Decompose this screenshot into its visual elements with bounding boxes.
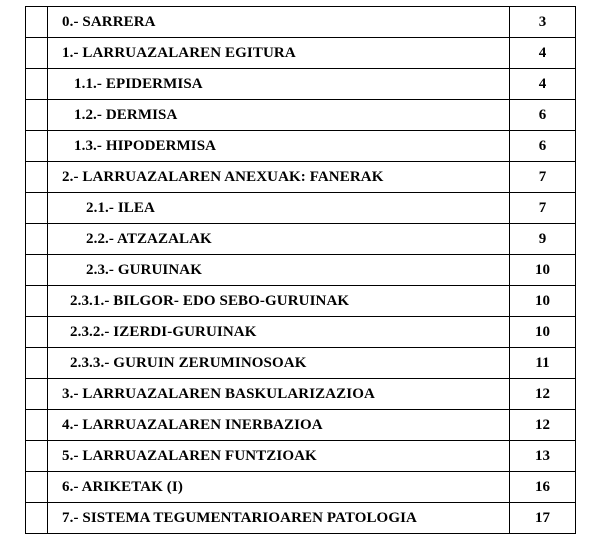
- toc-row: [26, 131, 576, 162]
- toc-entry-title[interactable]: 7.- SISTEMA TEGUMENTARIOAREN PATOLOGIA: [48, 503, 510, 534]
- toc-entry-page: 9: [510, 224, 576, 255]
- toc-row: [26, 69, 576, 100]
- toc-entry-page: 17: [510, 503, 576, 534]
- toc-indent-spacer: [26, 38, 48, 69]
- toc-indent-spacer: [26, 441, 48, 472]
- toc-row: [26, 379, 576, 410]
- toc-row: [26, 410, 576, 441]
- toc-entry-title[interactable]: 1.- LARRUAZALAREN EGITURA: [48, 38, 510, 69]
- toc-indent-cell: [26, 348, 48, 379]
- toc-row: [26, 162, 576, 193]
- toc-entry-page: 10: [510, 286, 576, 317]
- toc-row: [26, 255, 576, 286]
- toc-entry-page: 11: [510, 348, 576, 379]
- toc-row: [26, 472, 576, 503]
- toc-entry-title[interactable]: 0.- SARRERA: [48, 7, 510, 38]
- toc-entry-title[interactable]: 4.- LARRUAZALAREN INERBAZIOA: [48, 410, 510, 441]
- toc-entry-title[interactable]: 2.3.1.- BILGOR- EDO SEBO-GURUINAK: [48, 286, 510, 317]
- toc-entry-title[interactable]: 1.3.- HIPODERMISA: [48, 131, 510, 162]
- toc-row: [26, 100, 576, 131]
- toc-entry-page: 4: [510, 69, 576, 100]
- toc-entry-page: 12: [510, 379, 576, 410]
- toc-indent-spacer: [26, 69, 48, 100]
- toc-entry-title[interactable]: 2.3.3.- GURUIN ZERUMINOSOAK: [48, 348, 510, 379]
- toc-table: [25, 6, 576, 534]
- toc-indent-cell: [26, 224, 48, 255]
- toc-entry-title[interactable]: 1.1.- EPIDERMISA: [48, 69, 510, 100]
- toc-table-body: [26, 7, 576, 534]
- toc-entry-page: 3: [510, 7, 576, 38]
- toc-indent-spacer: [26, 472, 48, 503]
- toc-entry-page: 4: [510, 38, 576, 69]
- toc-entry-page: 13: [510, 441, 576, 472]
- toc-entry-page: 6: [510, 131, 576, 162]
- toc-entry-title[interactable]: 2.- LARRUAZALAREN ANEXUAK: FANERAK: [48, 162, 510, 193]
- toc-entry-title[interactable]: 1.2.- DERMISA: [48, 100, 510, 131]
- toc-entry-title[interactable]: 6.- ARIKETAK (I): [48, 472, 510, 503]
- toc-entry-page: 12: [510, 410, 576, 441]
- toc-indent-cell: [26, 286, 48, 317]
- toc-row: [26, 7, 576, 38]
- toc-entry-title[interactable]: 2.3.2.- IZERDI-GURUINAK: [48, 317, 510, 348]
- toc-indent-spacer: [26, 131, 48, 162]
- toc-row: [26, 348, 576, 379]
- toc-indent-cell: [26, 317, 48, 348]
- toc-indent-spacer: [26, 410, 48, 441]
- toc-row: [26, 317, 576, 348]
- toc-row: [26, 503, 576, 534]
- toc-indent-spacer: [26, 100, 48, 131]
- toc-row: [26, 38, 576, 69]
- toc-row: [26, 193, 576, 224]
- toc-row: [26, 224, 576, 255]
- toc-row: [26, 286, 576, 317]
- toc-entry-page: 6: [510, 100, 576, 131]
- toc-entry-title[interactable]: 5.- LARRUAZALAREN FUNTZIOAK: [48, 441, 510, 472]
- toc-indent-spacer: [26, 379, 48, 410]
- toc-indent-cell: [26, 193, 48, 224]
- toc-entry-page: 10: [510, 255, 576, 286]
- toc-indent-spacer: [26, 503, 48, 534]
- toc-row: [26, 441, 576, 472]
- toc-entry-page: 10: [510, 317, 576, 348]
- toc-entry-page: 7: [510, 193, 576, 224]
- toc-entry-title[interactable]: 2.2.- ATZAZALAK: [48, 224, 510, 255]
- toc-entry-page: 7: [510, 162, 576, 193]
- toc-indent-spacer: [26, 162, 48, 193]
- toc-entry-title[interactable]: 2.1.- ILEA: [48, 193, 510, 224]
- toc-entry-title[interactable]: 3.- LARRUAZALAREN BASKULARIZAZIOA: [48, 379, 510, 410]
- toc-indent-spacer: [26, 7, 48, 38]
- toc-indent-cell: [26, 255, 48, 286]
- toc-entry-page: 16: [510, 472, 576, 503]
- toc-entry-title[interactable]: 2.3.- GURUINAK: [48, 255, 510, 286]
